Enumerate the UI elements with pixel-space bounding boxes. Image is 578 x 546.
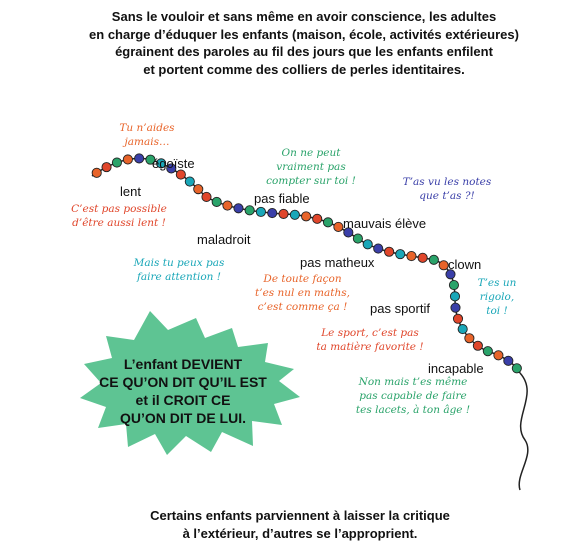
bead xyxy=(418,253,427,262)
quote-le-sport: Le sport, c’est pas ta matière favorite ! xyxy=(316,327,424,353)
bead xyxy=(449,280,458,289)
bead xyxy=(512,364,521,373)
bead xyxy=(112,158,121,167)
bead xyxy=(374,244,383,253)
quote-tu-naides: Tu n’aides jamais… xyxy=(119,122,175,148)
label-pas-sportif: pas sportif xyxy=(370,301,430,316)
star-message: L’enfant DEVIENT CE QU’ON DIT QU’IL EST et il CROIT CE QU’ON DIT DE LUI. xyxy=(99,356,267,426)
bead xyxy=(245,206,254,215)
bead xyxy=(234,204,243,213)
bead xyxy=(302,212,311,221)
bead xyxy=(135,154,144,163)
bead xyxy=(429,255,438,264)
bead xyxy=(353,234,362,243)
bead xyxy=(458,324,467,333)
bead xyxy=(453,314,462,323)
bead xyxy=(176,170,185,179)
bead xyxy=(256,207,265,216)
bead xyxy=(185,177,194,186)
bead xyxy=(268,208,277,217)
quote-on-ne-peut: On ne peut vraiment pas compter sur toi ! xyxy=(266,147,356,187)
quote-cest-pas-possible: C’est pas possible d’être aussi lent ! xyxy=(71,203,167,229)
bead xyxy=(323,218,332,227)
bead xyxy=(439,261,448,270)
bead xyxy=(363,240,372,249)
label-lent: lent xyxy=(120,184,141,199)
label-pas-fiable: pas fiable xyxy=(254,191,310,206)
bead xyxy=(504,356,513,365)
bead xyxy=(407,251,416,260)
bead xyxy=(202,192,211,201)
intro-text: Sans le vouloir et sans même en avoir conscience, les adultes en charge d’éduquer les enfants (maison, école, activités extérieures) égrainent des paroles au fil des jours que les enfants enfilent et portent comme des colliers de perles identitaires. xyxy=(89,9,519,77)
bead xyxy=(92,168,101,177)
bead xyxy=(223,201,232,210)
bead xyxy=(494,351,503,360)
outro-text: Certains enfants parviennent à laisser la critique à l’extérieur, d’autres se l’approprient. xyxy=(150,508,450,541)
bead xyxy=(212,197,221,206)
bead xyxy=(483,347,492,356)
bead xyxy=(334,222,343,231)
label-maladroit: maladroit xyxy=(197,232,251,247)
bead xyxy=(290,210,299,219)
necklace-tail xyxy=(519,373,528,490)
bead xyxy=(385,247,394,256)
quote-non-mais: Non mais t’es même pas capable de faire tes lacets, à ton âge ! xyxy=(355,376,471,416)
bead xyxy=(396,250,405,259)
bead xyxy=(465,334,474,343)
bead xyxy=(279,209,288,218)
bead xyxy=(450,292,459,301)
bead xyxy=(123,155,132,164)
bead xyxy=(102,163,111,172)
bead xyxy=(473,341,482,350)
quote-tas-vu: T’as vu les notes que t’as ?! xyxy=(402,176,492,202)
bead xyxy=(313,214,322,223)
label-pas-matheux: pas matheux xyxy=(300,255,375,270)
bead xyxy=(451,303,460,312)
quote-de-toute-facon: De toute façon t’es nul en maths, c’est comme ça ! xyxy=(255,273,350,313)
label-clown: clown xyxy=(448,257,482,272)
bead xyxy=(194,185,203,194)
quote-tes-un-rigolo: T’es un rigolo, toi ! xyxy=(477,277,517,317)
quote-mais-tu-peux: Mais tu peux pas faire attention ! xyxy=(133,257,225,283)
label-egoiste: égoïste xyxy=(152,156,195,171)
label-incapable: incapable xyxy=(428,361,484,376)
label-mauvais-eleve: mauvais élève xyxy=(343,216,427,231)
